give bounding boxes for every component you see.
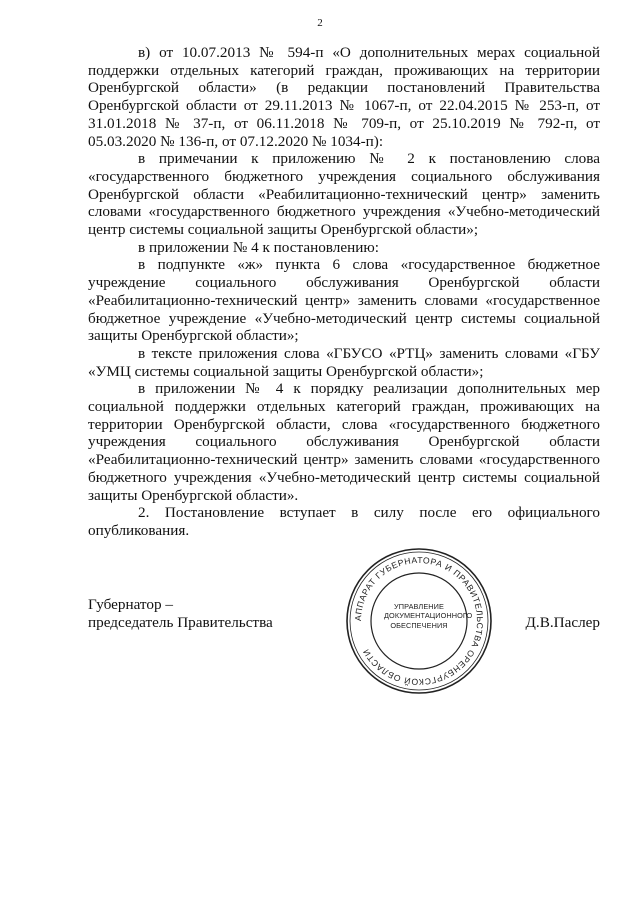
page-number: 2 xyxy=(317,17,323,29)
paragraph-procedure-appendix: в приложении № 4 к порядку реализации дополнительных мер социальной поддержки отдельных категорий граждан, проживающих на территории Оренбургской области, слова «государственного бюджетного учреждения социального обслуживания Оренбургской области «Реабилитационно-технический центр» заменить словами «государственного бюджетного учреждения «Учебно-методический центр системы социальной защиты Оренбургской области». xyxy=(88,380,600,504)
paragraph-effective-date: 2. Постановление вступает в силу после его официального опубликования. xyxy=(88,504,600,539)
paragraph-appendix-text: в тексте приложения слова «ГБУСО «РТЦ» заменить словами «ГБУ «УМЦ системы социальной защиты Оренбургской области»; xyxy=(88,344,600,380)
signatory-position-line1: Губернатор – xyxy=(88,596,173,613)
paragraph-appendix-4: в приложении № 4 к постановлению: xyxy=(138,238,379,256)
seal-ring-text: АППАРАТ ГУБЕРНАТОРА И ПРАВИТЕЛЬСТВА ОРЕНБУРГСКОЙ ОБЛАСТИ xyxy=(352,554,486,688)
seal-center-line1: УПРАВЛЕНИЕ xyxy=(394,602,444,611)
seal-center-line3: ОБЕСПЕЧЕНИЯ xyxy=(390,620,448,630)
signatory-position xyxy=(88,596,273,632)
official-seal xyxy=(344,546,494,696)
signatory-position-line2: председатель Правительства xyxy=(88,614,273,631)
paragraph-subitem-zh: в подпункте «ж» пункта 6 слова «государственное бюджетное учреждение социального обслуживания Оренбургской области «Реабилитационно-технический центр» заменить словами «государственное бюджетное учреждение «Учебно-методический центр системы социальной защиты Оренбургской области»; xyxy=(88,256,600,345)
paragraph-item-v: в) от 10.07.2013 № 594-п «О дополнительных мерах социальной поддержки отдельных категорий граждан, проживающих на территории Оренбургской области» (в редакции постановлений Правительства Оренбургской области от 29.11.2013 № 1067-п, от 22.04.2015 № 253-п, от 31.01.2018 № 37-п, от 06.11.2018 № 709-п, от 25.10.2019 № 792-п, от 05.03.2020 № 136-п, от 07.12.2020 № 1034-п): xyxy=(88,44,600,150)
seal-center-line2: ДОКУМЕНТАЦИОННОГО xyxy=(384,611,473,621)
paragraph-appendix-2-note: в примечании к приложению № 2 к постановлению слова «государственного бюджетного учреждения социального обслуживания Оренбургской области «Реабилитационно-технический центр» заменить словами «государственного бюджетного учреждения «Учебно-методический центр системы социальной защиты Оренбургской области»; xyxy=(88,150,600,239)
document-body xyxy=(88,44,600,540)
signatory-name: Д.В.Паслер xyxy=(525,614,600,631)
seal-center-text xyxy=(384,602,473,630)
